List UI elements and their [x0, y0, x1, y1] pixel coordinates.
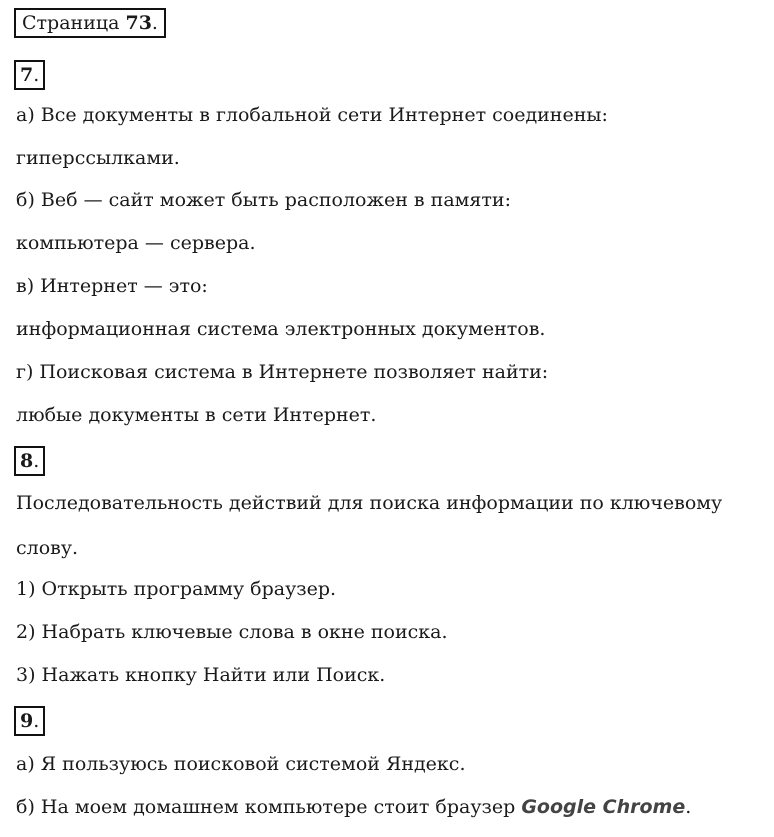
task-8-intro-line-1: Последовательность действий для поиска информации по ключевому — [16, 492, 723, 514]
task-7-line-b-question: б) Веб — сайт может быть расположен в памяти: — [16, 189, 511, 211]
page-number-box — [14, 8, 166, 38]
task-7-line-a-answer: гиперссылками. — [16, 147, 180, 169]
task-7-line-c-answer: информационная система электронных документов. — [16, 318, 546, 340]
task-7-line-a-question: а) Все документы в глобальной сети Интернет соединены: — [16, 104, 608, 126]
task-7-line-c-question: в) Интернет — это: — [16, 275, 208, 297]
task-7-number: 7 — [20, 64, 34, 86]
task-9-line-a: а) Я пользуюсь поисковой системой Яндекс. — [16, 753, 466, 775]
task-7-line-d-question: г) Поисковая система в Интернете позволяет найти: — [16, 361, 549, 383]
task-8-number-box — [14, 446, 45, 476]
task-9-number: 9 — [20, 710, 34, 732]
task-8-step-3: 3) Нажать кнопку Найти или Поиск. — [16, 664, 386, 686]
task-9-dot: . — [33, 710, 40, 732]
page-label-suffix: . — [151, 12, 158, 34]
task-9-line-b — [16, 794, 691, 820]
task-8-intro-line-2: слову. — [16, 537, 79, 559]
task-7-line-b-answer: компьютера — сервера. — [16, 232, 256, 254]
page-label-prefix: Страница — [22, 12, 120, 34]
browser-brand-name: Google Chrome — [521, 796, 686, 818]
task-8-step-2: 2) Набрать ключевые слова в окне поиска. — [16, 621, 448, 643]
task-8-step-1: 1) Открыть программу браузер. — [16, 578, 337, 600]
task-8-number: 8 — [20, 450, 34, 472]
task-8-dot: . — [33, 450, 40, 472]
task-9-line-b-period: . — [685, 796, 692, 818]
task-7-number-box — [14, 60, 45, 90]
page-label-number: 73 — [125, 12, 152, 34]
task-7-dot: . — [33, 64, 40, 86]
task-7-line-d-answer: любые документы в сети Интернет. — [16, 404, 377, 426]
task-9-line-b-text: б) На моем домашнем компьютере стоит браузер — [16, 796, 522, 818]
task-9-number-box — [14, 706, 45, 736]
